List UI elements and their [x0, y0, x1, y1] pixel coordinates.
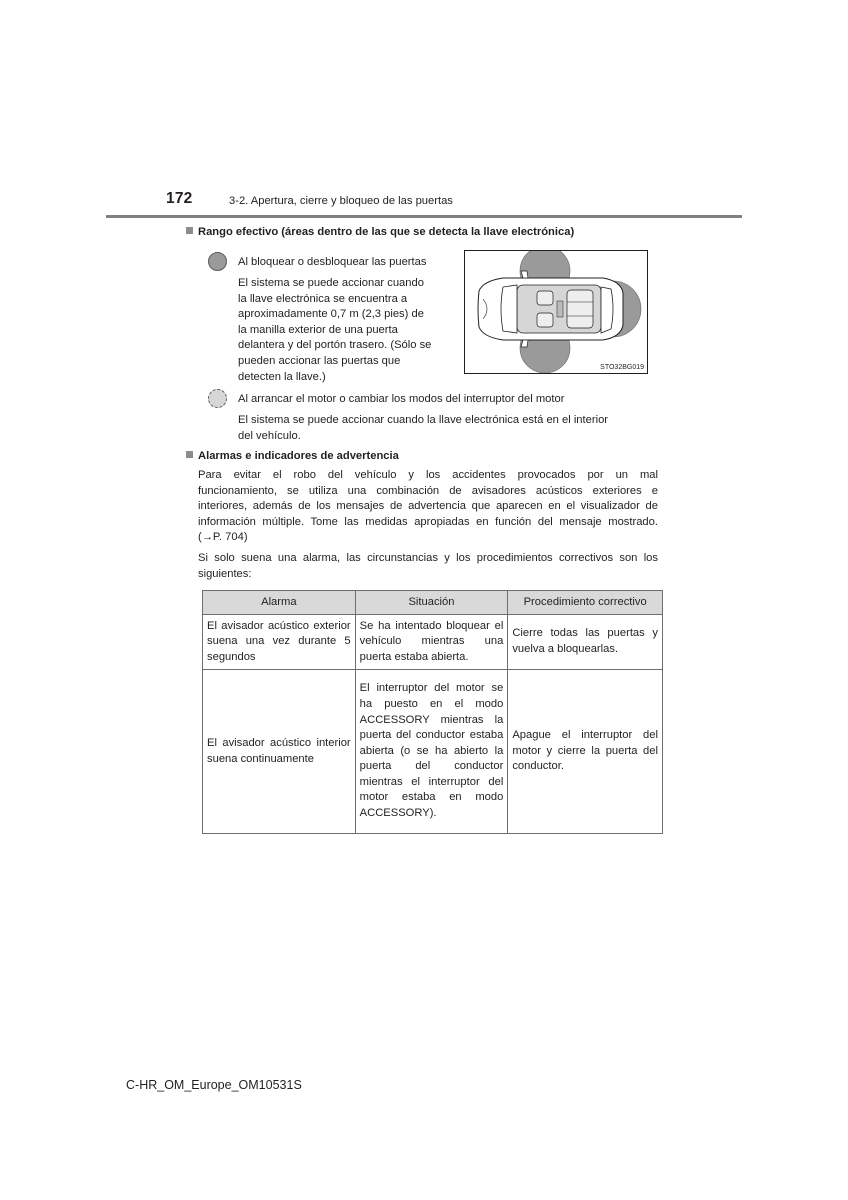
column-header: Alarma [203, 591, 356, 615]
section-bullet-icon [186, 227, 193, 234]
item2-heading: Al arrancar el motor o cambiar los modos del interruptor del motor [238, 393, 565, 405]
text-line: pueden accionar las puertas que [238, 354, 401, 367]
table-row [203, 670, 663, 834]
item1-heading: Al bloquear o desbloquear las puertas [238, 256, 427, 268]
table-cell: Cierre todas las puertas y vuelva a bloquearlas. [508, 615, 663, 670]
section-title-effective-range [186, 226, 574, 238]
text-line: la llave electrónica se encuentra a [238, 292, 408, 305]
column-header: Situación [355, 591, 508, 615]
detection-range-figure [464, 250, 648, 374]
text-line: Si solo suena una alarma, las circunstancias y los procedimientos correctivos son los [198, 552, 658, 564]
text-line: El sistema se puede accionar cuando la llave electrónica está en el interior [238, 414, 609, 426]
light-zone-icon [208, 389, 227, 408]
text-line: del vehículo. [238, 429, 301, 442]
text-line: interiores, además de los mensajes de advertencia que aparecen en el visualizador de [198, 500, 658, 513]
section-title-text: Rango efectivo (áreas dentro de las que se detecta la llave electrónica) [198, 226, 575, 238]
text-line: información múltiple. Tome las medidas apropiadas en función del mensaje mostrado. [198, 515, 658, 528]
item1-body [238, 276, 448, 385]
text-line: El sistema se puede accionar cuando [238, 277, 424, 289]
section-title-text: Alarmas e indicadores de advertencia [198, 450, 399, 462]
alarm-intro-paragraph [198, 468, 658, 546]
figure-code: STO32BG019 [600, 364, 644, 371]
alarm-summary-paragraph [198, 551, 658, 582]
alarm-table [202, 590, 663, 834]
text-line: Para evitar el robo del vehículo y los accidentes provocados por un mal [198, 469, 658, 481]
breadcrumb: 3-2. Apertura, cierre y bloqueo de las puertas [229, 195, 453, 207]
item2-body [238, 413, 658, 444]
text-line: detecten la llave.) [238, 370, 326, 383]
text-line: siguientes: [198, 567, 252, 580]
table-header-row [203, 591, 663, 615]
column-header: Procedimiento correctivo [508, 591, 663, 615]
document-code: C-HR_OM_Europe_OM10531S [126, 1078, 302, 1092]
car-top-view-illustration [465, 251, 647, 373]
page-number: 172 [166, 190, 193, 207]
text-line: la manilla exterior de una puerta [238, 323, 398, 336]
section-title-alarms [186, 450, 399, 462]
text-line: funcionamiento, se utiliza una combinación de avisadores acústicos exteriores e [198, 484, 658, 497]
text-line: delantera y del portón trasero. (Sólo se [238, 339, 432, 352]
dark-zone-icon [208, 252, 227, 271]
text-line: aproximadamente 0,7 m (2,3 pies) de [238, 308, 424, 321]
table-cell: El avisador acústico exterior suena una vez durante 5 segundos [203, 615, 356, 670]
table-cell: Apague el interruptor del motor y cierre la puerta del conductor. [508, 670, 663, 834]
table-cell: El interruptor del motor se ha puesto en el modo ACCESSORY mientras la puerta del conductor estaba abierta (o se ha abierto la puerta del conductor mientras el interruptor del motor estaba en modo ACCESSORY). [355, 670, 508, 834]
table-row [203, 615, 663, 670]
table-cell: Se ha intentado bloquear el vehículo mientras una puerta estaba abierta. [355, 615, 508, 670]
section-bullet-icon [186, 451, 193, 458]
page-reference: (→P. 704) [198, 531, 248, 544]
header-rule [106, 215, 742, 218]
table-cell: El avisador acústico interior suena continuamente [203, 670, 356, 834]
